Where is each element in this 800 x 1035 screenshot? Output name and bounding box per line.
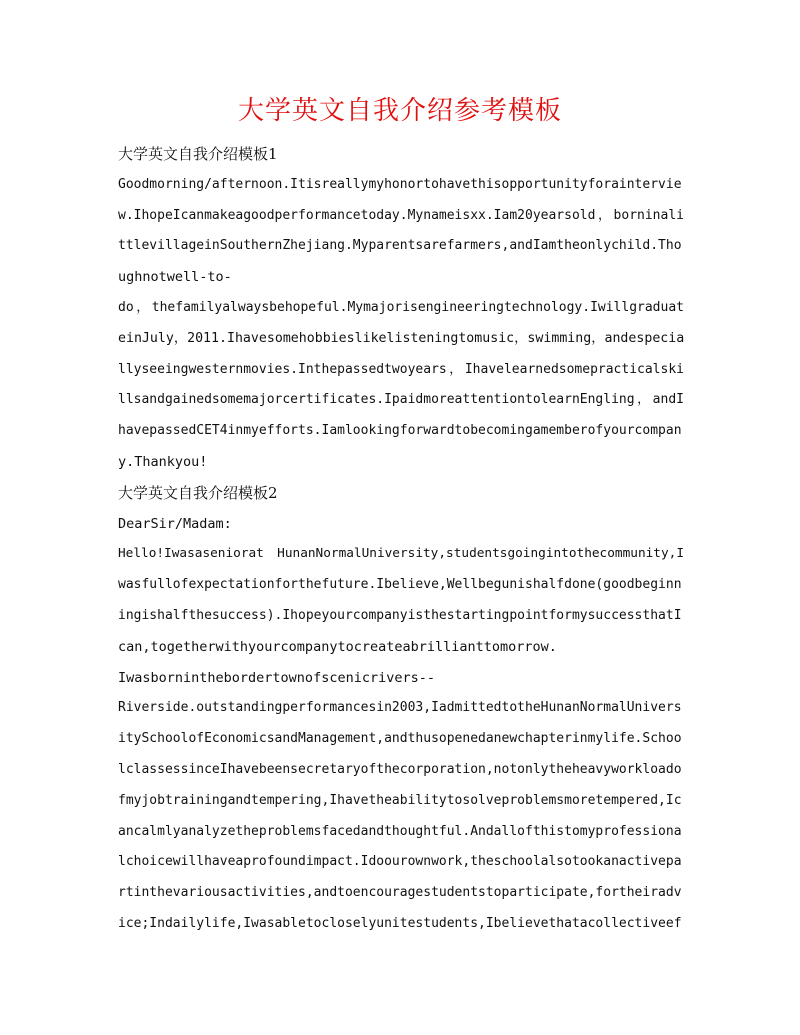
document-title: 大学英文自我介绍参考模板 bbox=[237, 96, 562, 126]
text-line: llsandgainedsomemajorcertificates.IpaidmoreattentiontolearnEngling，andI bbox=[118, 392, 684, 408]
text-line: do，thefamilyalwaysbehopeful.Mymajorisengineeringtechnology.Iwillgraduat bbox=[118, 299, 684, 315]
document-body bbox=[118, 139, 684, 940]
text-line: Goodmorning/afternoon.Itisreallymyhonortohavethisopportunityforaintervie bbox=[118, 176, 682, 192]
text-line: Riverside.outstandingperformancesin2003,IadmittedtotheHunanNormalUnivers bbox=[118, 700, 682, 716]
text-line: lclassessinceIhavebeensecretaryofthecorporation,notonlytheheavyworkloado bbox=[118, 761, 682, 777]
text-line: DearSir/Madam: bbox=[118, 515, 232, 532]
text-line: ice;Indailylife,Iwasabletocloselyunitestudents,Ibelievethatacollectiveef bbox=[118, 915, 682, 931]
text-line: havepassedCET4inmyefforts.Iamlookingforwardtobecomingamemberofyourcompan bbox=[118, 423, 682, 439]
text-line: ancalmlyanalyzetheproblemsfacedandthoughtful.Andallofthistomyprofessiona bbox=[118, 823, 682, 839]
text-line: itySchoolofEconomicsandManagement,andthusopenedanewchapterinmylife.Schoo bbox=[118, 731, 682, 747]
text-line: ttlevillageinSouthernZhejiang.Myparentsarefarmers,andIamtheonlychild.Tho bbox=[118, 238, 682, 254]
text-line: lchoicewillhaveaprofoundimpact.Idoourownwork,theschoolalsotookanactivepa bbox=[118, 854, 682, 870]
text-line: can,togetherwithyourcompanytocreateabrillianttomorrow. bbox=[118, 638, 557, 655]
text-line: Iwasborninthebordertownofscenicrivers-- bbox=[118, 669, 435, 686]
text-line: rtinthevariousactivities,andtoencouragestudentstoparticipate,fortheiradv bbox=[118, 885, 682, 901]
text-line: Hello!Iwasaseniorat HunanNormalUniversity,studentsgoingintothecommunity,I bbox=[118, 546, 684, 562]
text-line: y.Thankyou! bbox=[118, 453, 208, 470]
section-heading: 大学英文自我介绍模板2 bbox=[118, 483, 278, 502]
text-line: ughnotwell-to- bbox=[118, 269, 232, 286]
text-line: einJuly，2011.Ihavesomehobbieslikelisteningtomusic，swimming，andespecia bbox=[118, 330, 684, 346]
text-line: llyseeingwesternmovies.Inthepassedtwoyears，Ihavelearnedsomepracticalski bbox=[118, 361, 684, 377]
text-line: fmyjobtrainingandtempering,Ihavetheabilitytosolveproblemsmoretempered,Ic bbox=[118, 792, 682, 808]
text-line: ingishalfthesuccess).IhopeyourcompanyisthestartingpointformysuccessthatI bbox=[118, 607, 682, 623]
text-line: wasfullofexpectationforthefuture.Ibelieve,Wellbegunishalfdone(goodbeginn bbox=[118, 577, 682, 593]
section-heading: 大学英文自我介绍模板1 bbox=[118, 145, 278, 163]
text-line: w.IhopeIcanmakeagoodperformancetoday.Mynameisxx.Iam20yearsold，borninali bbox=[118, 207, 684, 223]
